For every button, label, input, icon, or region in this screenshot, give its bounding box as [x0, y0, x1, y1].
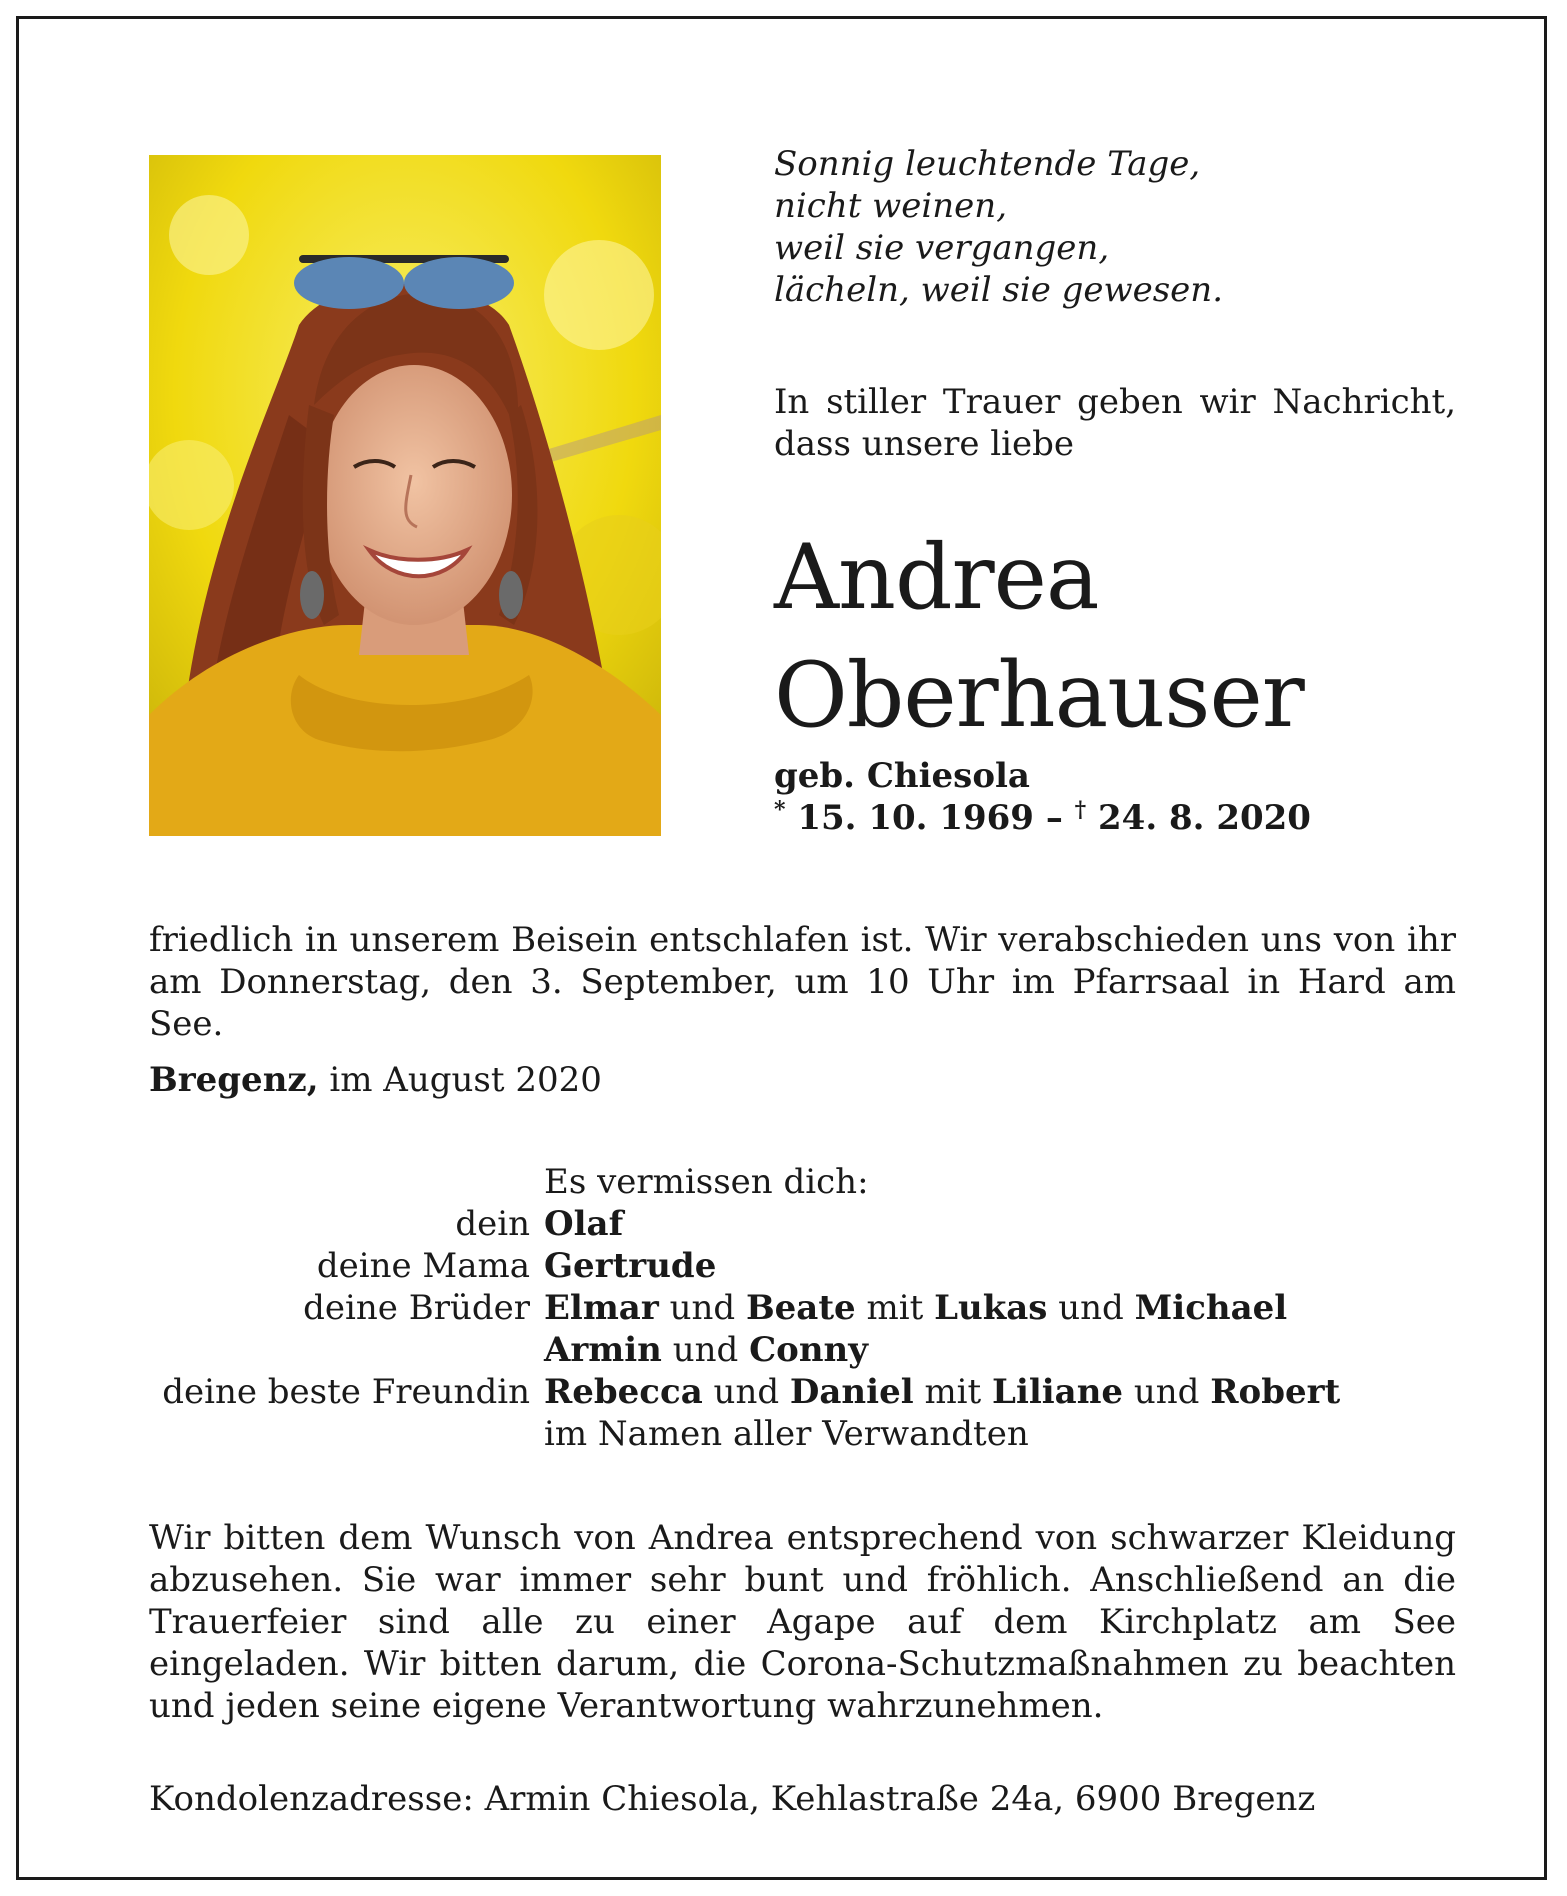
first-name: Andrea: [774, 525, 1099, 630]
place: Bregenz,: [149, 1060, 319, 1100]
announcement-text: friedlich in unserem Beisein entschlafen ist. Wir verabschieden uns von ihr am Donnerstag, den 3. September, um 10 Uhr im Pfarrsaal in Hard am See.: [149, 920, 1456, 1044]
poem-line: weil sie vergangen,: [774, 228, 1110, 268]
mourner-name: Rebecca: [544, 1372, 703, 1412]
condolence-address: Kondolenzadresse: Armin Chiesola, Kehlastraße 24a, 6900 Bregenz: [149, 1779, 1316, 1819]
mourner-name: Liliane: [992, 1372, 1124, 1412]
mourner-name: Armin: [544, 1330, 662, 1370]
mourner-row: deine beste Freundin Rebecca und Daniel mit Liliane und Robert: [149, 1371, 1456, 1413]
mourners-heading: Es vermissen dich:: [544, 1162, 869, 1202]
place-date: [149, 1059, 1456, 1101]
portrait-photo: [149, 155, 661, 836]
mourner-row: [149, 1413, 1456, 1455]
date: im August 2020: [329, 1060, 602, 1100]
date-dash: –: [1045, 798, 1063, 838]
relation-label: dein: [455, 1204, 530, 1244]
relation-label: deine Mama: [316, 1246, 530, 1286]
poem-line: nicht weinen,: [774, 186, 1008, 226]
death-date: 24. 8. 2020: [1098, 798, 1311, 838]
life-dates: [774, 797, 1456, 839]
birth-date: 15. 10. 1969: [797, 798, 1034, 838]
mourner-name: Conny: [749, 1330, 869, 1370]
intro-text: In stiller Trauer geben wir Nachricht, dass unsere liebe: [774, 382, 1456, 464]
mourner-name: Elmar: [544, 1288, 659, 1328]
mourner-name: Lukas: [934, 1288, 1048, 1328]
birth-symbol: *: [774, 797, 786, 823]
mourner-row: [149, 1245, 1456, 1287]
mourners-list: [149, 1161, 1456, 1455]
portrait-illustration: [149, 155, 661, 836]
request-text: Wir bitten dem Wunsch von Andrea entsprechend von schwarzer Kleidung abzusehen. Sie war immer sehr bunt und fröhlich. Anschließend an die Trauerfeier sind alle zu einer Agape auf dem Kirchplatz am See eingeladen. Wir bitten darum, die Corona-Schutzmaßnahmen zu beachten und jeden seine eigene Verantwortung wahrzunehmen.: [149, 1518, 1456, 1726]
relatives-line: im Namen aller Verwandten: [544, 1414, 1029, 1454]
maiden-name: geb. Chiesola: [774, 756, 1030, 796]
relation-label: deine Brüder: [303, 1288, 530, 1328]
mourner-name: Olaf: [544, 1204, 624, 1244]
mourner-name: Daniel: [789, 1372, 914, 1412]
mourner-row: Armin und Conny: [544, 1330, 869, 1370]
death-symbol: †: [1074, 797, 1087, 823]
poem: [774, 143, 1456, 311]
mourners-heading-row: [149, 1161, 1456, 1203]
mourner-name: Beate: [745, 1288, 856, 1328]
deceased-name: [774, 519, 1456, 755]
birth-info: [774, 755, 1456, 839]
mourner-name: Michael: [1134, 1288, 1288, 1328]
mourner-name: Robert: [1210, 1372, 1341, 1412]
poem-line: lächeln, weil sie gewesen.: [774, 270, 1224, 310]
mourner-row: [149, 1203, 1456, 1245]
relation-label: deine beste Freundin: [162, 1372, 530, 1412]
mourner-name: Gertrude: [544, 1246, 717, 1286]
poem-line: Sonnig leuchtende Tage,: [774, 144, 1201, 184]
last-name: Oberhauser: [774, 643, 1304, 748]
mourner-row: deine Brüder Elmar und Beate mit Lukas und Michael: [149, 1287, 1456, 1329]
obituary-frame: [16, 16, 1547, 1880]
